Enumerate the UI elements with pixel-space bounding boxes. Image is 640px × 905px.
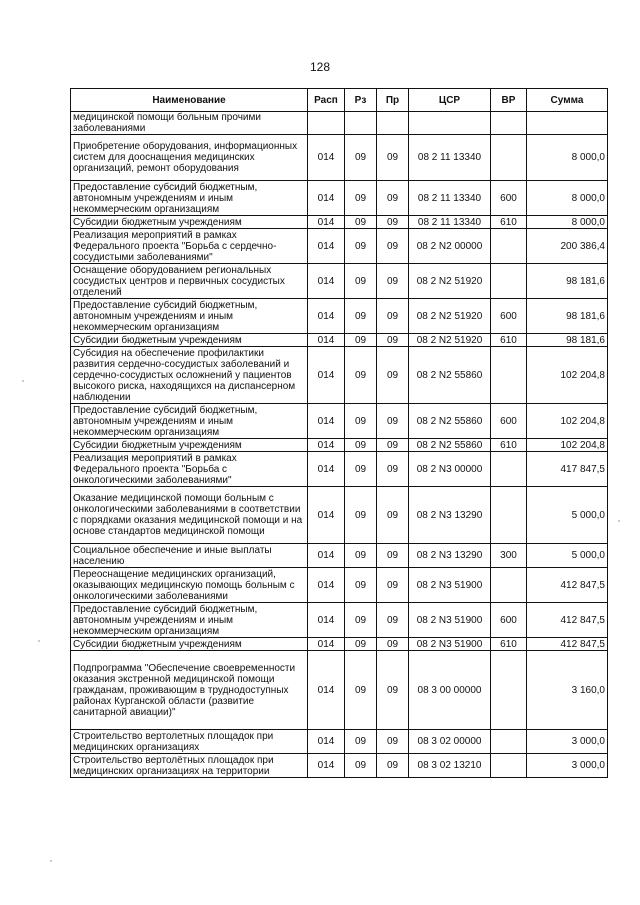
- cell-rasp: 014: [308, 299, 345, 334]
- cell-pr: 09: [377, 347, 409, 404]
- cell-sum: [527, 112, 608, 135]
- cell-vr: [491, 264, 527, 299]
- cell-name: Предоставление субсидий бюджетным, автономным учреждениям и иным некоммерческим организациям: [71, 299, 308, 334]
- cell-rz: 09: [345, 730, 377, 754]
- cell-name: Предоставление субсидий бюджетным, автономным учреждениям и иным некоммерческим организациям: [71, 404, 308, 439]
- cell-rz: [345, 112, 377, 135]
- table-row: [71, 229, 608, 264]
- cell-sum: 3 160,0: [527, 651, 608, 730]
- cell-rasp: 014: [308, 754, 345, 778]
- header-rasp: Расп: [308, 89, 345, 112]
- cell-rasp: 014: [308, 452, 345, 487]
- cell-pr: 09: [377, 754, 409, 778]
- table-row: [71, 181, 608, 216]
- cell-rasp: 014: [308, 216, 345, 229]
- cell-rz: 09: [345, 135, 377, 181]
- table-header-row: [71, 89, 608, 112]
- cell-vr: [491, 651, 527, 730]
- cell-pr: 09: [377, 651, 409, 730]
- cell-csr: 08 3 02 00000: [409, 730, 491, 754]
- cell-rasp: 014: [308, 264, 345, 299]
- cell-rz: 09: [345, 638, 377, 651]
- table-row: [71, 299, 608, 334]
- cell-pr: 09: [377, 264, 409, 299]
- cell-sum: 412 847,5: [527, 638, 608, 651]
- cell-name: Субсидии бюджетным учреждениям: [71, 334, 308, 347]
- cell-csr: 08 2 N2 51920: [409, 264, 491, 299]
- cell-rz: 09: [345, 439, 377, 452]
- cell-rz: 09: [345, 487, 377, 544]
- cell-pr: 09: [377, 439, 409, 452]
- cell-sum: 412 847,5: [527, 568, 608, 603]
- table-row: [71, 487, 608, 544]
- table-row: [71, 112, 608, 135]
- cell-vr: 600: [491, 299, 527, 334]
- cell-pr: [377, 112, 409, 135]
- cell-vr: 610: [491, 638, 527, 651]
- cell-rasp: 014: [308, 651, 345, 730]
- cell-name: Субсидия на обеспечение профилактики развития сердечно-сосудистых заболеваний и сердечно-сосудистых осложнений у пациентов высокого риска, находящихся на диспансерном наблюдении: [71, 347, 308, 404]
- cell-csr: 08 2 N3 51900: [409, 568, 491, 603]
- cell-sum: 5 000,0: [527, 544, 608, 568]
- cell-pr: 09: [377, 544, 409, 568]
- cell-rz: 09: [345, 452, 377, 487]
- table-row: [71, 603, 608, 638]
- cell-vr: [491, 730, 527, 754]
- cell-vr: 300: [491, 544, 527, 568]
- cell-rasp: 014: [308, 730, 345, 754]
- cell-csr: 08 2 11 13340: [409, 181, 491, 216]
- cell-csr: 08 2 N3 51900: [409, 603, 491, 638]
- cell-rasp: 014: [308, 334, 345, 347]
- cell-rz: 09: [345, 229, 377, 264]
- cell-pr: 09: [377, 216, 409, 229]
- cell-rasp: 014: [308, 347, 345, 404]
- cell-name: Строительство вертолётных площадок при медицинских организациях на территории: [71, 754, 308, 778]
- table-row: [71, 754, 608, 778]
- scan-speck: [50, 860, 52, 862]
- cell-sum: 5 000,0: [527, 487, 608, 544]
- cell-rz: 09: [345, 603, 377, 638]
- cell-vr: 600: [491, 603, 527, 638]
- cell-vr: [491, 452, 527, 487]
- cell-name: Субсидии бюджетным учреждениям: [71, 216, 308, 229]
- cell-sum: 3 000,0: [527, 754, 608, 778]
- header-csr: ЦСР: [409, 89, 491, 112]
- cell-pr: 09: [377, 638, 409, 651]
- cell-sum: 8 000,0: [527, 216, 608, 229]
- cell-sum: 98 181,6: [527, 299, 608, 334]
- cell-rasp: 014: [308, 181, 345, 216]
- cell-vr: 600: [491, 404, 527, 439]
- cell-name: Приобретение оборудования, информационных систем для дооснащения медицинских организаций, ремонт оборудования: [71, 135, 308, 181]
- cell-csr: 08 2 11 13340: [409, 216, 491, 229]
- cell-vr: [491, 135, 527, 181]
- cell-name: Переоснащение медицинских организаций, оказывающих медицинскую помощь больным с онкологическими заболеваниями: [71, 568, 308, 603]
- cell-rasp: 014: [308, 603, 345, 638]
- cell-csr: 08 2 N2 55860: [409, 439, 491, 452]
- header-sum: Сумма: [527, 89, 608, 112]
- cell-csr: 08 2 N2 51920: [409, 299, 491, 334]
- cell-vr: [491, 568, 527, 603]
- cell-csr: 08 2 N3 13290: [409, 487, 491, 544]
- cell-rz: 09: [345, 544, 377, 568]
- cell-name: Оснащение оборудованием региональных сосудистых центров и первичных сосудистых отделений: [71, 264, 308, 299]
- cell-rz: 09: [345, 568, 377, 603]
- cell-sum: 3 000,0: [527, 730, 608, 754]
- cell-rasp: 014: [308, 439, 345, 452]
- cell-vr: [491, 347, 527, 404]
- cell-csr: [409, 112, 491, 135]
- cell-csr: 08 2 N2 55860: [409, 347, 491, 404]
- cell-pr: 09: [377, 404, 409, 439]
- cell-rasp: 014: [308, 568, 345, 603]
- table-row: [71, 334, 608, 347]
- cell-rasp: 014: [308, 487, 345, 544]
- cell-name: Реализация мероприятий в рамках Федерального проекта "Борьба с сердечно-сосудистыми заболеваниями": [71, 229, 308, 264]
- cell-csr: 08 2 N2 51920: [409, 334, 491, 347]
- budget-table: [70, 88, 608, 778]
- table-row: [71, 135, 608, 181]
- scan-speck: [618, 520, 620, 522]
- cell-name: Подпрограмма "Обеспечение своевременности оказания экстренной медицинской помощи гражданам, проживающим в труднодоступных районах Курганской области (развитие санитарной авиации)": [71, 651, 308, 730]
- table-row: [71, 404, 608, 439]
- cell-name: Социальное обеспечение и иные выплаты населению: [71, 544, 308, 568]
- cell-sum: 8 000,0: [527, 181, 608, 216]
- cell-rz: 09: [345, 651, 377, 730]
- cell-pr: 09: [377, 568, 409, 603]
- cell-csr: 08 2 N2 55860: [409, 404, 491, 439]
- cell-rasp: 014: [308, 638, 345, 651]
- cell-rasp: [308, 112, 345, 135]
- cell-rz: 09: [345, 299, 377, 334]
- cell-rz: 09: [345, 181, 377, 216]
- header-vr: ВР: [491, 89, 527, 112]
- cell-csr: 08 2 N2 00000: [409, 229, 491, 264]
- cell-name: Субсидии бюджетным учреждениям: [71, 439, 308, 452]
- cell-pr: 09: [377, 334, 409, 347]
- cell-name: медицинской помощи больным прочими заболеваниями: [71, 112, 308, 135]
- cell-pr: 09: [377, 299, 409, 334]
- cell-vr: 600: [491, 181, 527, 216]
- cell-sum: 102 204,8: [527, 439, 608, 452]
- table-row: [71, 439, 608, 452]
- cell-sum: 98 181,6: [527, 334, 608, 347]
- cell-name: Строительство вертолетных площадок при медицинских организациях: [71, 730, 308, 754]
- cell-name: Оказание медицинской помощи больным с онкологическими заболеваниями в соответствии с порядками оказания медицинской помощи и на основе стандартов медицинской помощи: [71, 487, 308, 544]
- cell-rz: 09: [345, 404, 377, 439]
- cell-rasp: 014: [308, 135, 345, 181]
- cell-sum: 102 204,8: [527, 347, 608, 404]
- cell-vr: 610: [491, 216, 527, 229]
- cell-sum: 8 000,0: [527, 135, 608, 181]
- cell-rz: 09: [345, 347, 377, 404]
- table-body: [71, 112, 608, 778]
- cell-vr: [491, 229, 527, 264]
- cell-pr: 09: [377, 603, 409, 638]
- cell-sum: 412 847,5: [527, 603, 608, 638]
- cell-csr: 08 2 11 13340: [409, 135, 491, 181]
- cell-rasp: 014: [308, 544, 345, 568]
- cell-vr: [491, 112, 527, 135]
- cell-rasp: 014: [308, 229, 345, 264]
- cell-rz: 09: [345, 264, 377, 299]
- table-row: [71, 264, 608, 299]
- header-rz: Рз: [345, 89, 377, 112]
- cell-pr: 09: [377, 730, 409, 754]
- cell-sum: 98 181,6: [527, 264, 608, 299]
- table-row: [71, 651, 608, 730]
- table-row: [71, 216, 608, 229]
- cell-csr: 08 3 00 00000: [409, 651, 491, 730]
- table-row: [71, 544, 608, 568]
- cell-pr: 09: [377, 181, 409, 216]
- cell-rz: 09: [345, 216, 377, 229]
- table-row: [71, 347, 608, 404]
- cell-csr: 08 2 N3 00000: [409, 452, 491, 487]
- cell-csr: 08 2 N3 13290: [409, 544, 491, 568]
- table-row: [71, 730, 608, 754]
- table-row: [71, 638, 608, 651]
- cell-sum: 200 386,4: [527, 229, 608, 264]
- cell-pr: 09: [377, 487, 409, 544]
- cell-name: Реализация мероприятий в рамках Федерального проекта "Борьба с онкологическими заболеваниями": [71, 452, 308, 487]
- header-name: Наименование: [71, 89, 308, 112]
- header-pr: Пр: [377, 89, 409, 112]
- cell-pr: 09: [377, 229, 409, 264]
- cell-vr: [491, 754, 527, 778]
- cell-vr: [491, 487, 527, 544]
- cell-csr: 08 2 N3 51900: [409, 638, 491, 651]
- scan-speck: [38, 640, 40, 642]
- cell-vr: 610: [491, 439, 527, 452]
- cell-name: Субсидии бюджетным учреждениям: [71, 638, 308, 651]
- cell-rz: 09: [345, 334, 377, 347]
- cell-rz: 09: [345, 754, 377, 778]
- cell-pr: 09: [377, 135, 409, 181]
- cell-sum: 417 847,5: [527, 452, 608, 487]
- scan-speck: [22, 380, 24, 382]
- cell-pr: 09: [377, 452, 409, 487]
- table-row: [71, 452, 608, 487]
- cell-vr: 610: [491, 334, 527, 347]
- cell-csr: 08 3 02 13210: [409, 754, 491, 778]
- table-row: [71, 568, 608, 603]
- cell-name: Предоставление субсидий бюджетным, автономным учреждениям и иным некоммерческим организациям: [71, 603, 308, 638]
- cell-rasp: 014: [308, 404, 345, 439]
- cell-sum: 102 204,8: [527, 404, 608, 439]
- cell-name: Предоставление субсидий бюджетным, автономным учреждениям и иным некоммерческим организациям: [71, 181, 308, 216]
- page-number: 128: [309, 60, 331, 74]
